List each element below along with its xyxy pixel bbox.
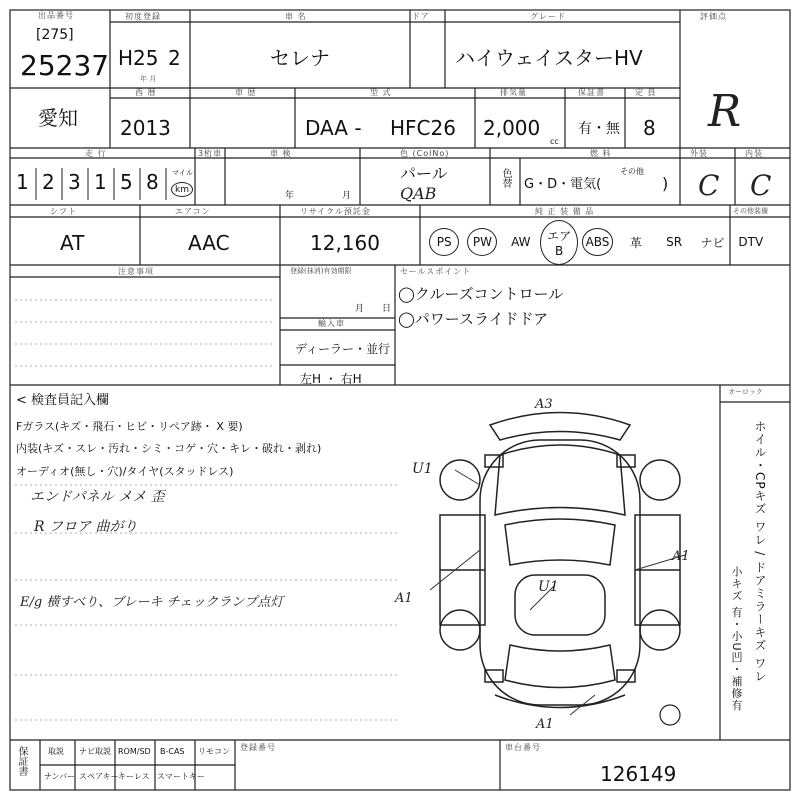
sales-point-header: セールスポイント bbox=[400, 267, 472, 276]
exterior-grade: C bbox=[698, 169, 720, 202]
equipment-item bbox=[732, 226, 770, 258]
color-change-label: 色替 bbox=[500, 168, 511, 188]
interior-grade: C bbox=[750, 169, 772, 202]
model-code: HFC26 bbox=[390, 116, 456, 140]
doc-item: ナンバー bbox=[44, 772, 76, 781]
doc-item: キーレス bbox=[118, 772, 150, 781]
warranty-header: 保証書 bbox=[578, 88, 605, 97]
caution-header: 注意事項 bbox=[118, 267, 154, 276]
diagram-mark-a1-bottom: A1 bbox=[536, 717, 554, 732]
doc-item: ナビ取説 bbox=[79, 747, 111, 756]
mileage-header: 走 行 bbox=[85, 149, 107, 158]
interior-header: 内装 bbox=[745, 149, 763, 158]
recycle-header: リサイクル預託金 bbox=[300, 207, 371, 216]
legend-vertical-short: 小キズ 有・小U凹・補修有 bbox=[730, 566, 743, 712]
handwritten-note-2: R フロア 曲がり bbox=[34, 519, 138, 535]
equipment-label: ABS bbox=[582, 228, 614, 256]
legend-vertical: ホイル・CPキズ ワレ / ドアミラーキズ ワレ bbox=[753, 420, 767, 683]
sales-point: ◯パワースライドドア bbox=[398, 310, 549, 328]
equipment-label: DTV bbox=[738, 235, 764, 249]
bottom-side-label: 保証書 bbox=[16, 746, 27, 776]
audio-note: オーディオ(無し・穴)/タイヤ(スタッドレス) bbox=[16, 465, 234, 478]
equipment-item bbox=[502, 226, 540, 258]
inspection-year-unit: 年 bbox=[285, 191, 295, 201]
displacement-header: 排気量 bbox=[500, 88, 527, 97]
reg-date-header: 登録(抹消)有効期限 bbox=[290, 267, 352, 275]
car-diagram bbox=[420, 395, 700, 735]
other-equipment-header: その他装備 bbox=[733, 207, 768, 215]
grade-value: ハイウェイスターHV bbox=[455, 46, 643, 70]
equipment-list bbox=[425, 226, 770, 258]
displacement: 2,000 bbox=[483, 116, 541, 140]
lot-number-header: 出品番号 bbox=[38, 11, 74, 20]
inspection-header: 車 検 bbox=[270, 149, 292, 158]
reg-month-label: 月 bbox=[355, 304, 365, 314]
mileage-digits bbox=[14, 172, 184, 200]
aircon-header: エアコン bbox=[175, 207, 211, 216]
lot-number: 25237 bbox=[20, 49, 110, 82]
diagram-mark-u1-center: U1 bbox=[538, 579, 559, 595]
first-reg-month: 2 bbox=[168, 46, 181, 70]
diagram-mark-a1-right: A1 bbox=[672, 549, 690, 564]
car-name-header: 車 名 bbox=[285, 12, 307, 21]
first-reg-header: 初度登録 bbox=[125, 12, 161, 21]
shift-value: AT bbox=[60, 231, 85, 255]
reg-number-label: 登録番号 bbox=[240, 743, 276, 752]
equipment-label: PW bbox=[467, 228, 497, 256]
diagram-mark-u1-left: U1 bbox=[412, 461, 433, 477]
handwritten-note-3: E/g 横すべり、ブレーキ チェックランプ点灯 bbox=[20, 595, 284, 610]
western-year: 2013 bbox=[120, 116, 171, 140]
displacement-unit: cc bbox=[550, 137, 559, 146]
exterior-header: 外装 bbox=[690, 149, 708, 158]
region: 愛知 bbox=[38, 106, 78, 130]
steering-option: 左H ・ 右H bbox=[300, 372, 362, 386]
aircon-value: AAC bbox=[188, 231, 230, 255]
mile-unit: マイル bbox=[172, 169, 193, 177]
fuel-header: 燃 料 bbox=[590, 149, 612, 158]
door-header: ドア bbox=[412, 12, 430, 21]
equipment-item bbox=[425, 226, 463, 258]
history-header: 車 歴 bbox=[235, 88, 257, 97]
model-prefix: DAA - bbox=[305, 116, 362, 140]
doc-item: 取説 bbox=[48, 747, 64, 756]
doc-item: スマートキー bbox=[157, 772, 205, 781]
glass-note: Fガラス(キズ・飛石・ヒビ・リペア跡・ X 要) bbox=[16, 420, 243, 433]
mileage-digit: 3 bbox=[68, 170, 81, 194]
chassis-number: 126149 bbox=[600, 762, 677, 786]
equipment-item bbox=[655, 226, 693, 258]
km-unit-circle bbox=[171, 182, 193, 197]
recycle-fee: 12,160 bbox=[310, 231, 380, 255]
color-name: パール bbox=[400, 164, 448, 183]
doc-item: リモコン bbox=[198, 747, 230, 756]
equipment-label: エアB bbox=[540, 220, 578, 265]
sale-mark-header: オーロック bbox=[728, 388, 763, 396]
chassis-number-header: 車台番号 bbox=[505, 743, 541, 752]
interior-note: 内装(キズ・スレ・汚れ・シミ・コゲ・穴・キレ・破れ・剥れ) bbox=[16, 442, 322, 455]
diagram-mark-a3: A3 bbox=[535, 397, 553, 412]
doc-item: ROM/SD bbox=[118, 747, 151, 756]
fuel-other: その他 bbox=[620, 167, 644, 176]
mileage-digit: 2 bbox=[42, 170, 55, 194]
mileage-digit: 1 bbox=[16, 170, 29, 194]
diagram-mark-a1-left: A1 bbox=[395, 591, 413, 606]
handwritten-note-1: エンドパネル メメ 歪 bbox=[30, 489, 165, 505]
sales-point: ◯クルーズコントロール bbox=[398, 285, 564, 303]
inspector-title: < 検査員記入欄 bbox=[16, 393, 110, 408]
score-value: R bbox=[708, 86, 742, 137]
doc-item: B-CAS bbox=[160, 747, 185, 756]
equipment-label: AW bbox=[511, 235, 531, 249]
lot-bracket: [275] bbox=[36, 27, 74, 43]
equipment-label: PS bbox=[429, 228, 459, 256]
km-header: 3桁車 bbox=[198, 149, 223, 158]
mileage-digit: 1 bbox=[94, 170, 107, 194]
mileage-digit: 5 bbox=[120, 170, 133, 194]
car-name: セレナ bbox=[270, 46, 330, 70]
capacity-header: 定 員 bbox=[635, 88, 657, 97]
year-header: 西 暦 bbox=[135, 88, 157, 97]
warranty-options: 有・無 bbox=[578, 121, 620, 137]
year-month-unit: 年 月 bbox=[140, 75, 157, 83]
score-header: 評価点 bbox=[700, 12, 727, 21]
equipment-item bbox=[693, 226, 731, 258]
equipment-header: 純 正 装 備 品 bbox=[535, 207, 595, 216]
reg-day-label: 日 bbox=[382, 304, 392, 314]
model-header: 型 式 bbox=[370, 88, 392, 97]
shift-header: シフト bbox=[50, 207, 77, 216]
fuel-options: G・D・電気( bbox=[524, 177, 602, 192]
equipment-item bbox=[617, 226, 655, 258]
equipment-item bbox=[463, 226, 501, 258]
doc-item: スペアキー bbox=[79, 772, 119, 781]
color-header: 色 (ColNo) bbox=[400, 149, 450, 158]
color-code: QAB bbox=[400, 184, 437, 203]
equipment-item bbox=[540, 226, 578, 258]
grade-header: グレード bbox=[530, 12, 566, 21]
era-year: H25 bbox=[118, 46, 159, 70]
km-unit: km bbox=[175, 184, 189, 195]
equipment-label: ナビ bbox=[700, 235, 725, 250]
equipment-label: 革 bbox=[629, 235, 642, 250]
fuel-close: ) bbox=[662, 174, 669, 193]
inspection-month-unit: 月 bbox=[342, 191, 352, 201]
equipment-label: SR bbox=[666, 235, 683, 249]
equipment-item bbox=[578, 226, 616, 258]
capacity: 8 bbox=[643, 116, 656, 140]
import-label: 輸入車 bbox=[318, 319, 345, 328]
dealer-option: ディーラー・並行 bbox=[295, 342, 391, 356]
mileage-digit: 8 bbox=[146, 170, 159, 194]
